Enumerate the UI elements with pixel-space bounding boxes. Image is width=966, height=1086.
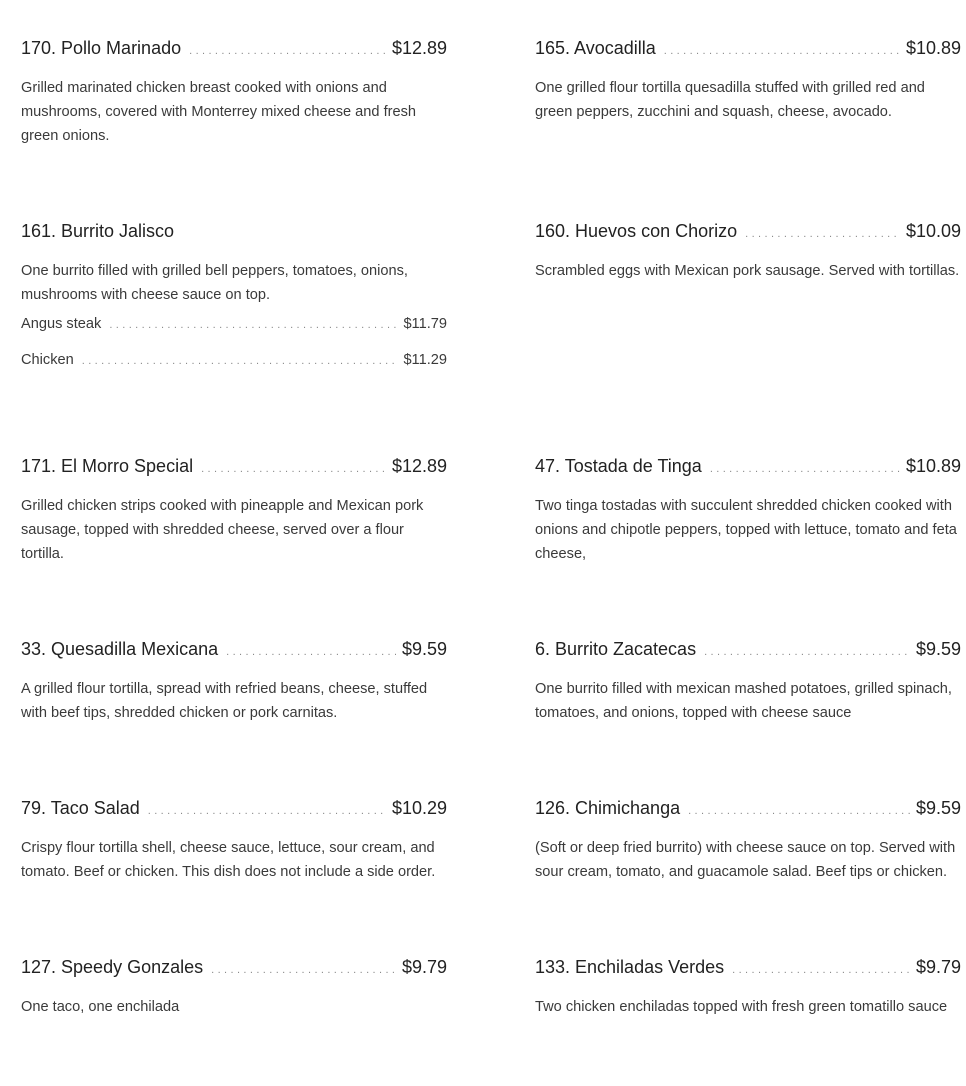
dot-leader <box>704 647 910 658</box>
menu-item-description: Grilled marinated chicken breast cooked with onions and mushrooms, covered with Monterrey mixed cheese and fresh green onions. <box>21 80 417 144</box>
dot-leader <box>664 46 900 57</box>
menu-item-name: 165. Avocadilla <box>535 38 656 58</box>
variant-row <box>21 316 447 352</box>
menu-item-header <box>21 221 447 245</box>
variant-price: $11.79 <box>403 316 447 332</box>
dot-leader <box>226 647 396 658</box>
menu-item <box>21 639 447 725</box>
menu-item <box>21 798 447 884</box>
menu-item-price: $9.79 <box>915 957 961 977</box>
menu-item-name: 47. Tostada de Tinga <box>535 456 702 476</box>
menu-item <box>535 221 961 283</box>
menu-item-header <box>21 798 447 822</box>
menu-item-header <box>21 957 447 981</box>
menu-item-price: $12.89 <box>391 456 447 476</box>
menu-item-price: $9.59 <box>401 639 447 659</box>
menu-item-header <box>535 957 961 981</box>
menu-item-price: $10.89 <box>905 38 961 58</box>
menu-item-name: 127. Speedy Gonzales <box>21 957 204 977</box>
menu-item-name: 170. Pollo Marinado <box>21 38 182 58</box>
dot-leader <box>201 464 386 475</box>
menu-item-name: 133. Enchiladas Verdes <box>535 957 725 977</box>
dot-leader <box>109 320 397 331</box>
menu-item <box>535 38 961 124</box>
variant-name: Angus steak <box>21 316 102 332</box>
menu-item <box>21 456 447 566</box>
menu-item-description: One burrito filled with grilled bell peppers, tomatoes, onions, mushrooms with cheese sauce on top. <box>21 263 408 303</box>
menu-item-price: $10.89 <box>905 456 961 476</box>
menu-item <box>21 957 447 1019</box>
dot-leader <box>710 464 900 475</box>
menu-item-name: 160. Huevos con Chorizo <box>535 221 738 241</box>
menu-item <box>21 38 447 148</box>
menu-item-description: One burrito filled with mexican mashed potatoes, grilled spinach, tomatoes, and onions, topped with cheese sauce <box>535 681 952 721</box>
menu-item-variants <box>21 316 447 388</box>
menu-item-price: $10.09 <box>905 221 961 241</box>
menu-item-name: 33. Quesadilla Mexicana <box>21 639 219 659</box>
menu-item <box>535 456 961 566</box>
menu-item <box>535 639 961 725</box>
variant-row <box>21 352 447 388</box>
menu-item <box>21 221 447 388</box>
menu-item-description: A grilled flour tortilla, spread with refried beans, cheese, stuffed with beef tips, shredded chicken or pork carnitas. <box>21 681 428 721</box>
variant-price: $11.29 <box>403 352 447 368</box>
menu-item-description: One grilled flour tortilla quesadilla stuffed with grilled red and green peppers, zucchini and squash, cheese, avocado. <box>535 80 925 120</box>
menu-item-name: 79. Taco Salad <box>21 798 140 818</box>
dot-leader <box>732 965 910 976</box>
menu-item-header <box>535 221 961 245</box>
menu-item-description: Two tinga tostadas with succulent shredded chicken cooked with onions and chipotle peppers, topped with lettuce, tomato and feta cheese, <box>535 498 957 562</box>
dot-leader <box>688 806 910 817</box>
menu-item-description: Two chicken enchiladas topped with fresh green tomatillo sauce <box>535 999 948 1015</box>
dot-leader <box>211 965 396 976</box>
menu-item-name: 161. Burrito Jalisco <box>21 221 175 241</box>
dot-leader <box>745 229 900 240</box>
menu-item-header <box>21 456 447 480</box>
menu-item-price: $9.59 <box>915 798 961 818</box>
menu-item-description: One taco, one enchilada <box>21 999 180 1015</box>
menu-item <box>535 957 961 1019</box>
menu-item-header <box>535 38 961 62</box>
menu-item-price: $9.59 <box>915 639 961 659</box>
menu-item-header <box>21 38 447 62</box>
menu-item-name: 171. El Morro Special <box>21 456 194 476</box>
dot-leader <box>82 356 398 367</box>
menu-item-header <box>535 456 961 480</box>
dot-leader <box>148 806 386 817</box>
menu-item <box>535 798 961 884</box>
menu-item-description: Grilled chicken strips cooked with pineapple and Mexican pork sausage, topped with shredded cheese, served over a flour tortilla. <box>21 498 424 562</box>
menu-item-header <box>535 798 961 822</box>
menu-item-header <box>21 639 447 663</box>
menu-item-name: 126. Chimichanga <box>535 798 681 818</box>
menu-item-name: 6. Burrito Zacatecas <box>535 639 697 659</box>
dot-leader <box>189 46 386 57</box>
menu-item-description: Scrambled eggs with Mexican pork sausage. Served with tortillas. <box>535 263 960 279</box>
menu-item-price: $9.79 <box>401 957 447 977</box>
menu-item-price: $10.29 <box>391 798 447 818</box>
menu-item-header <box>535 639 961 663</box>
variant-name: Chicken <box>21 352 74 368</box>
menu-item-description: (Soft or deep fried burrito) with cheese sauce on top. Served with sour cream, tomato, and guacamole salad. Beef tips or chicken. <box>535 840 956 880</box>
menu-item-description: Crispy flour tortilla shell, cheese sauce, lettuce, sour cream, and tomato. Beef or chicken. This dish does not include a side order. <box>21 840 436 880</box>
menu-item-price: $12.89 <box>391 38 447 58</box>
